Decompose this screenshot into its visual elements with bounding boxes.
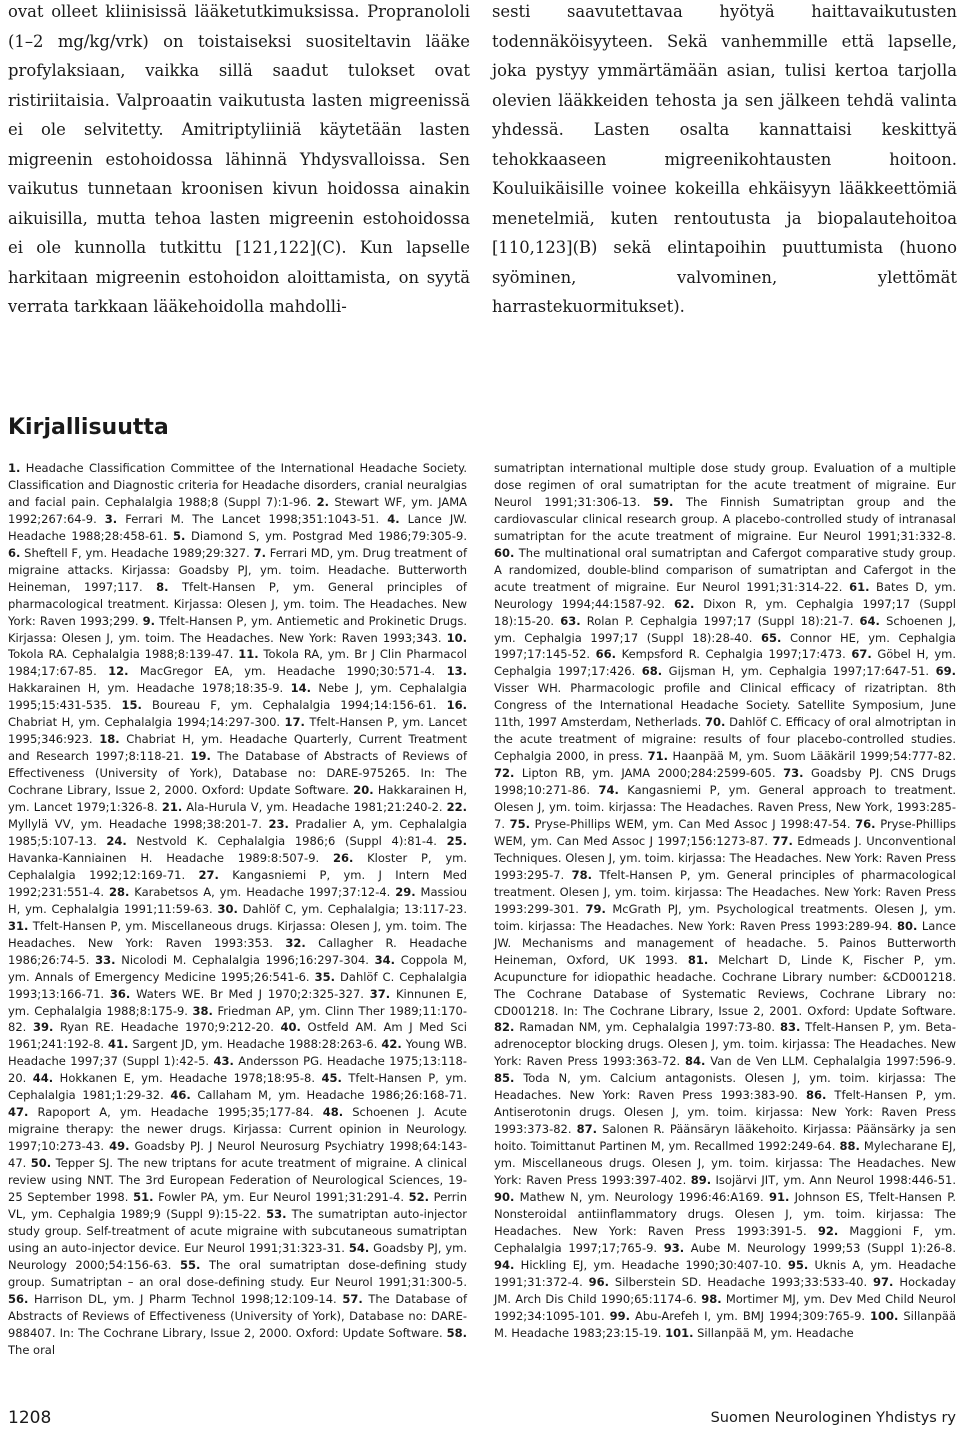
reference-text: Sargent JD, ym. Headache 1988:28:263-6. [128,1037,382,1052]
reference-number: 86. [806,1088,827,1103]
reference-number: 66. [595,647,617,662]
reference-text: The Database of Abstracts of Reviews of Effectiveness (University of York), Database no: DARE-988407. In: The Cochrane Library, Issue 2, 2000. Oxford: Update Software. [8,1291,467,1340]
reference-text: Ala-Hurula V, ym. Headache 1981;21:240-2. [182,800,447,815]
reference-entry [122,698,447,712]
reference-text: Ostfeld AM. Am J Med Sci 1961;241:192-8. [8,1020,468,1052]
reference-text: Uknis A, ym. Headache 1991;31:372-4. [494,1257,956,1289]
reference-text: Pryse-Phillips WEM, ym. Can Med Assoc J 1997;156:1273-87. [494,817,956,848]
reference-text: The Database of Abstracts of Reviews of Effectiveness (University of York), Database no: DARE-975265. In: The Cochrane Library, Issue 2, 2000. Oxford: Update Software. [8,749,468,798]
reference-entry [173,529,467,543]
reference-text: Tokola RA, ym. Br J Clin Pharmacol 1984;17:67-85. [8,647,467,679]
reference-entry [8,546,254,560]
reference-number: 4. [387,511,400,526]
reference-number: 18. [99,732,120,747]
reference-number: 51. [133,1189,154,1204]
reference-number: 43. [213,1054,234,1069]
reference-number: 93. [663,1240,685,1255]
reference-text: Friedman AP, ym. Clinn Ther 1989;11:170-82. [8,1003,467,1035]
reference-text: Sheftell F, ym. Headache 1989;29:327. [20,545,254,560]
reference-entry [105,512,387,526]
reference-text: Nicolodi M. Cephalalgia 1996;16:297-304. [115,952,375,967]
reference-text: Melchart D, Linde K, Fischer P, ym. Acupuncture for idiopathic headache. Cochrane Library number: &CD001218. The Cochrane Database of Systematic Reviews, Cochrane Library no: CD001218. In: The Cochrane Library, Issue 2, 2001. Oxford: Update Software. [494,952,956,1018]
reference-number: 98. [701,1291,722,1306]
reference-entry [648,749,956,763]
reference-text: Tfelt-Hansen P, ym. Cephalalgia 1981;1:29-32. [8,1071,467,1103]
reference-number: 6. [8,545,21,560]
reference-number: 22. [446,800,467,815]
reference-number: 12. [108,664,129,679]
reference-number: 58. [446,1325,467,1340]
reference-entry [596,647,852,661]
reference-number: 92. [817,1223,839,1238]
reference-entry [133,1190,409,1204]
reference-number: 47. [8,1105,29,1120]
reference-number: 80. [897,918,918,933]
reference-number: 96. [588,1274,610,1289]
reference-text: Hakkarainen H, ym. Lancet 1979;1:326-8. [8,783,467,815]
reference-text: Bates D, ym. Neurology 1994;44:1587-92. [494,579,956,611]
reference-text: Dahlöf C. Efficacy of oral almotriptan in the acute treatment of migraine: results of four placebo-controlled studies. Cephalgia 2000, in press. [494,715,956,764]
reference-number: 65. [760,630,782,645]
reference-number: 44. [32,1071,54,1086]
reference-text: The multinational oral sumatriptan and Cafergot comparative study group. A randomized, double-blind comparison of sumatriptan and Cafergot in the acute treatment of migraine. Eur Neurol 1991;31:314-22. [494,545,956,594]
reference-number: 26. [332,850,354,865]
reference-number: 71. [647,749,668,764]
reference-text: Fowler PA, ym. Eur Neurol 1991;31:291-4. [153,1189,409,1204]
reference-text: Chabriat H, ym. Headache Quarterly, Current Treatment and Research 1997;8:118-21. [8,732,468,764]
reference-number: 13. [446,664,467,679]
reference-number: 75. [509,817,531,832]
reference-text: Young WB. Headache 1997;37 (Suppl 1):42-5. [8,1037,467,1069]
reference-text: The Finnish Sumatriptan group and the cardiovascular clinical research group. A placebo-controlled study of intranasal sumatriptan for the acute treatment of migraine. Eur Neurol 1991;31:332-8. [494,494,957,543]
reference-number: 36. [109,986,131,1001]
reference-text: Chabriat H, ym. Cephalalgia 1994;14:297-300. [8,715,285,730]
reference-entry [494,1020,780,1034]
references-heading: Kirjallisuutta [8,415,169,440]
reference-text: sumatriptan international multiple dose study group. Evaluation of a multiple dose regimen of oral sumatriptan for the acute treatment of migraine. Eur Neurol 1991;31:306-13. [494,461,956,509]
reference-text: Andersson PG. Headache 1975;13:118-20. [8,1054,467,1086]
reference-number: 46. [170,1088,191,1103]
reference-number: 88. [839,1139,860,1154]
reference-number: 69. [935,664,956,679]
references-list-left [8,460,467,1359]
reference-entry [494,1190,769,1204]
reference-text: Myllylä VV, ym. Headache 1998;38:201-7. [8,817,269,832]
reference-number: 64. [859,613,880,628]
reference-number: 56. [8,1291,29,1306]
reference-number: 17. [284,715,305,730]
reference-number: 9. [142,613,155,628]
reference-entry [589,1275,873,1289]
reference-number: 85. [494,1071,515,1086]
reference-number: 3. [104,511,118,526]
reference-entry [109,885,395,899]
reference-number: 62. [673,596,695,611]
reference-number: 7. [253,545,266,560]
reference-number: 39. [32,1020,54,1035]
reference-entry [95,953,375,967]
reference-number: 90. [494,1189,515,1204]
reference-number: 48. [322,1105,344,1120]
reference-text: Goadsby PJ, ym. Neurology 2000;54:156-63. [8,1240,467,1272]
reference-text: Hakkarainen H, ym. Headache 1978;18:35-9. [8,681,291,696]
reference-number: 54. [348,1240,370,1255]
reference-text: Kempsford R. Cephalgia 1997;17:473. [616,647,852,662]
reference-number: 33. [95,952,116,967]
reference-number: 73. [783,766,804,781]
reference-text: Kinnunen E, ym. Cephalalgia 1988;8:175-9. [8,986,467,1018]
reference-number: 89. [690,1173,712,1188]
reference-text: Connor HE, ym. Cephalgia 1997;17:145-52. [494,630,956,662]
reference-number: 23. [268,817,289,832]
reference-number: 28. [108,884,130,899]
reference-text: Edmeads J. Unconventional Techniques. Olesen J, ym. toim. kirjassa: The Headaches. New York: Raven Press 1993:295-7. [494,833,956,882]
reference-text: McGrath PJ, ym. Psychological treatments. Olesen J, ym. toim. kirjassa: The Headaches. New York: Raven Press 1993:289-94. [494,901,956,933]
reference-text: Rapoport A, ym. Headache 1995;35;177-84. [28,1105,323,1120]
reference-entry [33,1071,322,1085]
reference-entry [33,1020,281,1034]
reference-entry [108,664,447,678]
reference-text: Ryan RE. Headache 1970;9:212-20. [53,1020,281,1035]
reference-text: Hickling EJ, ym. Headache 1990;30:407-10. [514,1257,788,1272]
body-paragraph-left: ovat olleet kliinisissä lääketutkimuksissa. Propranololi (1–2 mg/kg/vrk) on toistaiseksi suositeltavin lääke profylaksiaan, vaikka sillä saadut tulokset ovat ristiriitaisia. Valproaatin vaikutusta lasten migreenissä ei ole selvitetty. Amitriptyliiniä käytetään lasten migreenin estohoidossa lähinnä Yhdysvalloissa. Sen vaikutus tunnetaan kroonisen kivun hoidossa ainakin aikuisilla, mutta tehoa lasten migreenin estohoidossa ei ole kunnolla tutkittu [121,122](C). Kun lapselle harkitaan migreenin estohoidon aloittamista, on syytä verrata tarkkaan lääkehoidolla mahdolli- [8,2,470,316]
reference-text: Ferrari MD, ym. Drug treatment of migraine attacks. Kirjassa: Goadsby PJ, ym. toim. Headache. Butterworth Heineman, 1997;117. [8,545,467,594]
reference-text: Waters WE. Br Med J 1970;2:325-327. [130,986,370,1001]
reference-text: Goadsby PJ. J Neurol Neurosurg Psychiatry 1998;64:143-47. [8,1139,467,1171]
reference-entry [8,1105,323,1119]
reference-text: Pradalier A, ym. Cephalalgia 1985;5:107-13. [8,817,467,848]
reference-number: 1. [8,461,21,475]
reference-text: Goadsby PJ. CNS Drugs 1998;10:271-86. [494,766,957,798]
reference-text: Lance JW. Headache 1988;28:458-61. [8,511,467,543]
reference-text: Abu-Arefeh I, ym. BMJ 1994;309:765-9. [630,1308,871,1323]
reference-number: 76. [855,817,876,832]
reference-number: 15. [121,698,142,713]
reference-number: 77. [772,833,793,848]
reference-entry [685,1054,956,1068]
reference-number: 61. [849,579,870,594]
reference-number: 83. [779,1020,801,1035]
reference-text: Havanka-Kanniainen H. Headache 1989:8:507-9. [8,850,333,865]
reference-number: 60. [494,545,515,560]
reference-entry [217,902,467,916]
reference-text: Diamond S, ym. Postgrad Med 1986;79:305-9. [185,528,468,543]
reference-entry [106,834,446,848]
reference-text: Toda N, ym. Calcium antagonists. Olesen J, ym. toim. kirjassa: The Headaches. New York: Raven Press 1993:383-90. [494,1071,956,1103]
reference-number: 70. [705,715,726,730]
reference-number: 63. [560,613,581,628]
reference-text: MacGregor EA, ym. Headache 1990;30:571-4. [128,664,447,679]
reference-number: 16. [446,698,467,713]
reference-entry [110,987,370,1001]
reference-text: Pryse-Phillips WEM, ym. Can Med Assoc J 1998:47-54. [530,817,856,832]
reference-number: 32. [285,935,306,950]
reference-number: 11. [238,647,259,662]
reference-number: 99. [609,1308,631,1323]
reference-number: 40. [280,1020,301,1035]
body-paragraph-right: sesti saavutettavaa hyötyä haittavaikutusten todennäköisyyteen. Sekä vanhemmille että lapselle, joka pystyy ymmärtämään asian, tulisi kertoa tarjolla olevien lääkkeiden tehosta ja sen jälkeen tehdä valinta yhdessä. Lasten osalta kannattaisi keskittyä tehokkaaseen migreenikohtausten hoitoon. Kouluikäisille voinee kokeilla ehkäisyyn lääkkeettömiä menetelmiä, kuten rentoutusta ja biopalautehoitoa [110,123](B) sekä elintapoihin puuttumista (huono syöminen, valvominen, ylettömät harrastekuormitukset). [492,2,957,316]
reference-text: Kangasniemi P, ym. General approach to treatment. Olesen J, ym. toim. kirjassa: The Headaches. Raven Press, New York, 1993:285-7. [494,783,956,832]
reference-text: Tfelt-Hansen P, ym. General principles of pharmacological treatment. Kirjassa: Olesen J, ym. toim. The Headaches. New York: Raven 1993;299. [8,579,467,628]
reference-number: 91. [768,1189,790,1204]
reference-number: 67. [851,647,872,662]
reference-text: Aube M. Neurology 1999;53 (Suppl 1):26-8. [684,1240,956,1255]
reference-number: 10. [446,630,467,645]
reference-number: 25. [446,833,467,848]
reference-number: 30. [217,901,238,916]
reference-number: 53. [266,1206,287,1221]
references-list-right [494,460,956,1342]
reference-number: 31. [8,918,29,933]
reference-number: 78. [571,867,592,882]
reference-text: The oral sumatriptan dose-defining study group. Sumatriptan – an oral dose-defining study. Eur Neurol 1991;31:300-5. [8,1257,467,1289]
reference-number: 94. [494,1257,515,1272]
reference-number: 14. [290,681,311,696]
reference-text: Maggioni F, ym. Cephalalgia 1997;17;765-9. [494,1223,956,1255]
reference-entry [494,1258,788,1272]
reference-entry [665,1326,854,1340]
reference-number: 49. [109,1139,130,1154]
reference-text: Coppola M, ym. Annals of Emergency Medicine 1995;26:541-6. [8,952,468,984]
reference-number: 42. [381,1037,402,1052]
reference-number: 35. [314,969,335,984]
reference-number: 24. [106,833,127,848]
reference-number: 74. [598,783,619,798]
reference-text: Van de Ven LLM. Cephalalgia 1997:596-9. [705,1054,957,1069]
reference-text: Hockaday JM. Arch Dis Child 1990;65:1174-6. [494,1274,956,1306]
reference-text: Schoenen J. Acute migraine therapy: the newer drugs. Kirjassa: Current opinion in Neurology. 1997;10:273-43. [8,1105,467,1154]
reference-text: Kloster P, ym. Cephalalgia 1992;12:169-71. [8,850,468,882]
reference-number: 21. [161,800,183,815]
reference-entry [510,817,856,831]
reference-number: 68. [641,664,663,679]
reference-number: 52. [408,1189,430,1204]
reference-number: 79. [585,901,606,916]
reference-text: Tokola RA. Cephalalgia 1988;8:139-47. [8,647,239,662]
body-column-right [492,0,957,322]
reference-text: Mylecharane EJ, ym. Miscellaneous drugs. Olesen J, ym. toim. kirjassa: The Headaches. New York: Raven Press 1993:397-402. [494,1139,956,1188]
reference-number: 37. [369,986,391,1001]
reference-text: Nebe J, ym. Cephalalgia 1995;15:431-535. [8,681,467,713]
reference-number: 72. [494,766,515,781]
reference-text: Massiou H, ym. Cephalalgia 1991;11:59-63. [8,884,467,916]
reference-text: Salonen R. Päänsäryn lääkehoito. Kirjassa: Päänsärky ja sen hoito. Toimittanut Partinen M, ym. Recallmed 1992:249-64. [494,1122,956,1154]
reference-number: 2. [316,494,330,509]
reference-text: Silberstein SD. Headache 1993;33:533-40. [609,1274,874,1289]
reference-text: Mathew N, ym. Neurology 1996:46:A169. [514,1189,769,1204]
reference-number: 55. [180,1257,201,1272]
reference-entry [8,1292,342,1306]
reference-number: 19. [190,749,211,764]
reference-number: 82. [494,1020,515,1035]
reference-number: 84. [685,1054,706,1069]
reference-text: Schoenen J, ym. Cephalgia 1997;17 (Suppl 18):28-40. [494,613,956,645]
reference-number: 41. [108,1037,129,1052]
reference-text: The oral [8,1342,56,1357]
reference-text: Haanpää M, ym. Suom Lääkäril 1999;54:777-82. [667,749,956,764]
reference-text: Hokkanen E, ym. Headache 1978;18:95-8. [53,1071,322,1086]
reference-number: 81. [687,952,709,967]
journal-name: Suomen Neurologinen Yhdistys ry [710,1410,956,1426]
reference-number: 29. [395,884,416,899]
reference-text: Tfelt-Hansen P, ym. General principles of pharmacological treatment. Olesen J, ym. toim. kirjassa: The Headaches. New York: Raven Press 1993:299-301. [494,867,956,916]
reference-number: 101. [665,1325,694,1340]
reference-text: Dixon R, ym. Cephalgia 1997;17 (Suppl 18):15-20. [494,596,956,628]
reference-text: Göbel H, ym. Cephalgia 1997;17:426. [494,647,956,679]
reference-text: Boureau F, ym. Cephalalgia 1994;14:156-61. [141,698,447,713]
body-column-left [8,0,470,322]
reference-text: Callaham M, ym. Headache 1986;26:168-71. [190,1088,467,1103]
reference-text: Headache Classification Committee of the International Headache Society. Classification and Diagnostic criteria for Headache disorders, cranial neuralgias and facial pain. Cephalalgia 1988;8 (Suppl 7):1-96. [8,461,467,509]
reference-text: Ferrari M. The Lancet 1998;351:1043-51. [117,511,388,526]
reference-text: Perrin VL, ym. Cephalgia 1989;9 (Suppl 9):15-22. [8,1189,468,1221]
reference-number: 95. [787,1257,809,1272]
reference-number: 57. [342,1291,363,1306]
reference-text: Tepper SJ. The new triptans for acute treatment of migraine. A clinical review using NNT. The 3rd European Federation of Neurological Sciences, 19-25 September 1998. [8,1156,467,1204]
reference-entry [170,1088,467,1102]
reference-entry [108,1037,381,1051]
reference-text: Lipton RB, ym. JAMA 2000;284:2599-605. [514,766,784,781]
reference-text: Stewart WF, ym. JAMA 1992;267:64-9. [8,494,467,526]
reference-entry [691,1173,956,1187]
reference-text: Dahlöf C, ym. Cephalalgia; 13:117-23. [237,901,468,916]
reference-number: 97. [873,1274,894,1289]
reference-number: 100. [870,1308,899,1323]
reference-entry [642,664,936,678]
reference-text: Tfelt-Hansen P, ym. Miscellaneous drugs. Kirjassa: Olesen J, ym. toim. The Headaches. New York: Raven 1993:353. [8,918,467,950]
reference-text: Sillanpää M. Headache 1983;23:15-19. [494,1308,956,1340]
reference-text: Kangasniemi P, ym. J Intern Med 1992;231:551-4. [8,867,467,899]
reference-number: 38. [192,1003,213,1018]
reference-text: Visser WH. Pharmacologic profile and Clinical efficacy of rizatriptan. 8th Congress of the International Headache Society. Satellite Symposium, June 11th, 1997 Amsterdam, Netherlads. [494,681,956,730]
reference-text: Sillanpää M, ym. Headache [693,1325,854,1340]
reference-text: Callagher R. Headache 1986;26:74-5. [8,935,467,967]
reference-entry [494,766,783,780]
reference-entry [560,614,859,628]
reference-entry [664,1241,956,1255]
reference-text: Johnson ES, Tfelt-Hansen P. Nonsteroidal antiinflammatory drugs. Olesen J, ym. toim. kirjassa: The Headaches. New York: Raven Press 1993:391-5. [494,1189,956,1238]
reference-number: 45. [321,1071,342,1086]
reference-text: Rolan P. Cephalgia 1997;17 (Suppl 18):21-7. [580,613,860,628]
reference-number: 8. [156,579,169,594]
reference-text: Tfelt-Hansen P, ym. Beta-adrenoceptor blocking drugs. Olesen J, ym. toim. kirjassa: The Headaches. New York: Raven Press 1993:363-72. [494,1020,956,1069]
reference-text: Nestvold K. Cephalalgia 1986;6 (Suppl 4):81-4. [126,833,447,848]
reference-text: Dahlöf C. Cephalalgia 1993;13:166-71. [8,969,467,1001]
page-number: 1208 [8,1408,52,1428]
reference-text: Tfelt-Hansen P, ym. Antiserotonin drugs. Olesen J, ym. toim. kirjassa: New York: Raven Press 1993:373-82. [494,1088,956,1137]
reference-number: 34. [374,952,396,967]
reference-text: Mortimer MJ, ym. Dev Med Child Neurol 1992;34:1095-101. [494,1291,956,1323]
reference-text: Lance JW. Mechanisms and management of headache. 5. Painos Butterworth Heineman, Oxford, UK 1993. [494,918,956,967]
reference-text: Harrison DL, ym. J Pharm Technol 1998;12:109-14. [28,1291,343,1306]
reference-text: Tfelt-Hansen P, ym. Lancet 1995;346:923. [8,715,467,747]
reference-number: 50. [30,1156,52,1171]
reference-number: 5. [173,528,186,543]
reference-number: 27. [198,867,219,882]
reference-entry [162,800,447,814]
reference-number: 20. [353,783,374,798]
reference-text: Isojärvi JIT, ym. Ann Neurol 1998:446-51. [711,1173,956,1188]
reference-entry [610,1309,870,1323]
reference-text: Gijsman H, ym. Cephalgia 1997;17:647-51. [662,664,936,679]
reference-text: The sumatriptan auto-injector study group. Self-treatment of acute migraine with subcutaneous sumatriptan using an auto-injector device. Eur Neurol 1991;31:323-31. [8,1206,467,1255]
reference-text: Karabetsos A, ym. Headache 1997;37:12-4. [129,884,396,899]
reference-number: 87. [576,1122,598,1137]
reference-number: 59. [653,494,674,509]
reference-text: Ramadan NM, ym. Cephalalgia 1997:73-80. [514,1020,780,1035]
reference-text: Tfelt-Hansen P, ym. Antiemetic and Prokinetic Drugs. Kirjassa: Olesen J, ym. toim. The Headaches. New York: Raven 1993;343. [8,613,467,645]
